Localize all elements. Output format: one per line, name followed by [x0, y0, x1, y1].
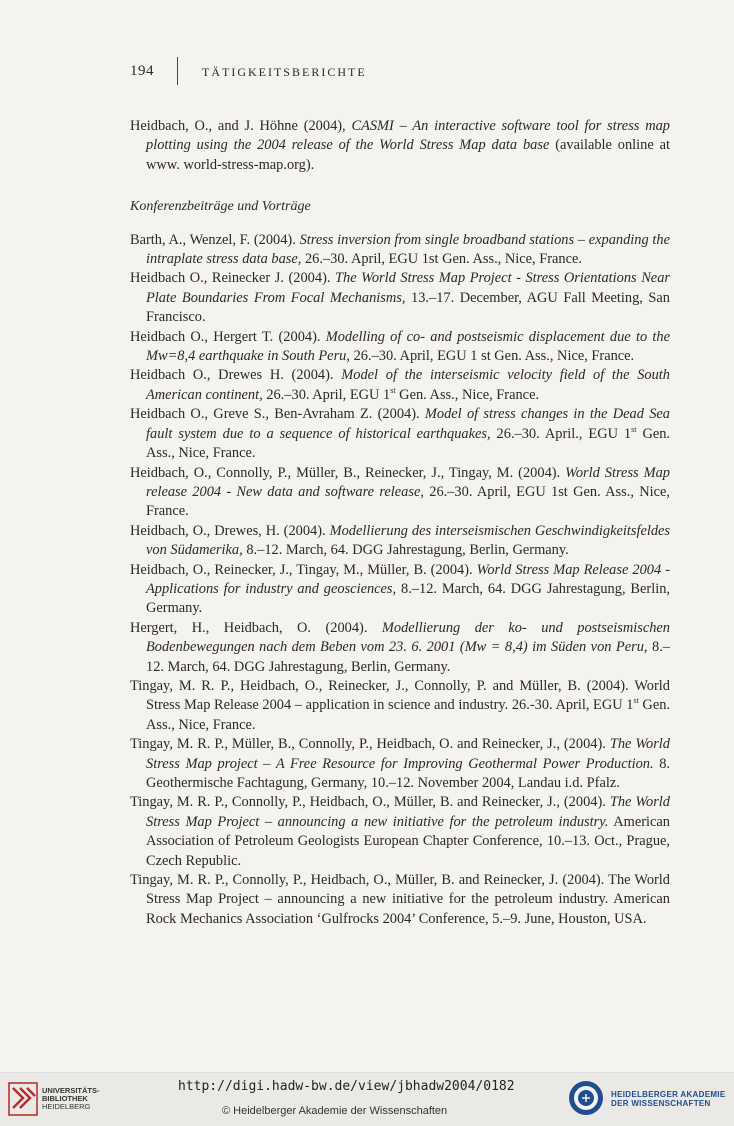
page-number: 194 [130, 63, 154, 79]
reference-entry: Tingay, M. R. P., Connolly, P., Heidbach, O., Müller, B. and Reinecker, J., (2004). The World Stress Map Project – announcing a new initiative for the petroleum industry. American Association of Petroleum Geologists European Chapter Conference, 10.–13. Oct., Prague, Czech Republic. [130, 794, 670, 869]
academy-name: HEIDELBERGER AKADEMIE DER WISSENSCHAFTEN [611, 1090, 726, 1108]
university-library-name: UNIVERSITÄTS- BIBLIOTHEK HEIDELBERG [42, 1086, 100, 1111]
reference-entry: Heidbach O., Greve S., Ben-Avraham Z. (2004). Model of stress changes in the Dead Sea fault system due to a sequence of historical earthquakes, 26.–30. April., EGU 1st Gen. Ass., Nice, France. [130, 406, 671, 462]
copyright-notice: © Heidelberger Akademie der Wissenschaften [222, 1105, 448, 1117]
reference-entry: Heidbach O., Drewes H. (2004). Model of the interseismic velocity field of the South American continent, 26.–30. April, EGU 1st Gen. Ass., Nice, France. [130, 367, 670, 403]
section-heading: Konferenzbeiträge und Vorträge [130, 199, 311, 215]
header-divider [177, 57, 178, 85]
footer-bar [0, 1072, 734, 1126]
reference-entry: Heidbach, O., Connolly, P., Müller, B., Reinecker, J., Tingay, M. (2004). World Stress Map release 2004 - New data and software release, 26.–30. April, EGU 1st Gen. Ass., Nice, France. [130, 464, 671, 520]
section-title: TÄTIGKEITSBERICHTE [202, 65, 367, 79]
page-content [130, 117, 670, 929]
reference-entry: Tingay, M. R. P., Heidbach, O., Reinecker, J., Connolly, P. and Müller, B. (2004). World Stress Map Release 2004 – application in science and industry. 26.-30. April, EGU 1st Gen. Ass., Nice, France. [130, 677, 670, 733]
reference-entry: Barth, A., Wenzel, F. (2004). Stress inversion from single broadband stations – expanding the intraplate stress data base, 26.–30. April, EGU 1st Gen. Ass., Nice, France. [130, 231, 670, 268]
reference-entry: Hergert, H., Heidbach, O. (2004). Modellierung der ko- und postseismischen Bodenbewegungen nach dem Beben vom 23. 6. 2001 (Mw = 8,4) im Süden von Peru, 8.–12. March, 64. DGG Jahrestagung, Berlin, Germany. [130, 619, 670, 675]
university-library-logo-icon [8, 1082, 38, 1116]
reference-list [130, 231, 670, 930]
reference-entry: Heidbach O., Hergert T. (2004). Modelling of co- and postseismic displacement due to the Mw=8,4 earthquake in South Peru, 26.–30. April, EGU 1 st Gen. Ass., Nice, France. [130, 328, 670, 365]
permalink-url[interactable]: http://digi.hadw-bw.de/view/jbhadw2004/0182 [178, 1079, 515, 1094]
academy-seal-icon [567, 1079, 605, 1117]
reference-entry: Heidbach O., Reinecker J. (2004). The World Stress Map Project - Stress Orientations Near Plate Boundaries From Focal Mechanisms, 13.–17. December, AGU Fall Meeting, San Francisco. [130, 270, 670, 326]
reference-entry: Tingay, M. R. P., Müller, B., Connolly, P., Heidbach, O. and Reinecker, J., (2004). The World Stress Map project – A Free Resource for Improving Geothermal Power Production. 8. Geothermische Fachtagung, Germany, 10.–12. November 2004, Landau i.d. Pfalz. [130, 736, 670, 791]
reference-entry: Heidbach, O., Drewes, H. (2004). Modellierung des interseismischen Geschwindigkeitsfeldes von Südamerika, 8.–12. March, 64. DGG Jahrestagung, Berlin, Germany. [130, 522, 671, 559]
reference-entry: Heidbach, O., Reinecker, J., Tingay, M., Müller, B. (2004). World Stress Map Release 2004 - Applications for industry and geosciences, 8.–12. March, 64. DGG Jahrestagung, Berlin, Germany. [130, 561, 670, 617]
reference-entry: Heidbach, O., and J. Höhne (2004), CASMI – An interactive software tool for stress map plotting using the 2004 release of the World Stress Map data base (available online at www. world-stress-map.org). [130, 118, 670, 173]
reference-entry: Tingay, M. R. P., Connolly, P., Heidbach, O., Müller, B. and Reinecker, J. (2004). The World Stress Map Project – announcing a new initiative for the petroleum industry. American Rock Mechanics Association ‘Gulfrocks 2004’ Conference, 5.–9. June, Houston, USA. [130, 872, 670, 927]
